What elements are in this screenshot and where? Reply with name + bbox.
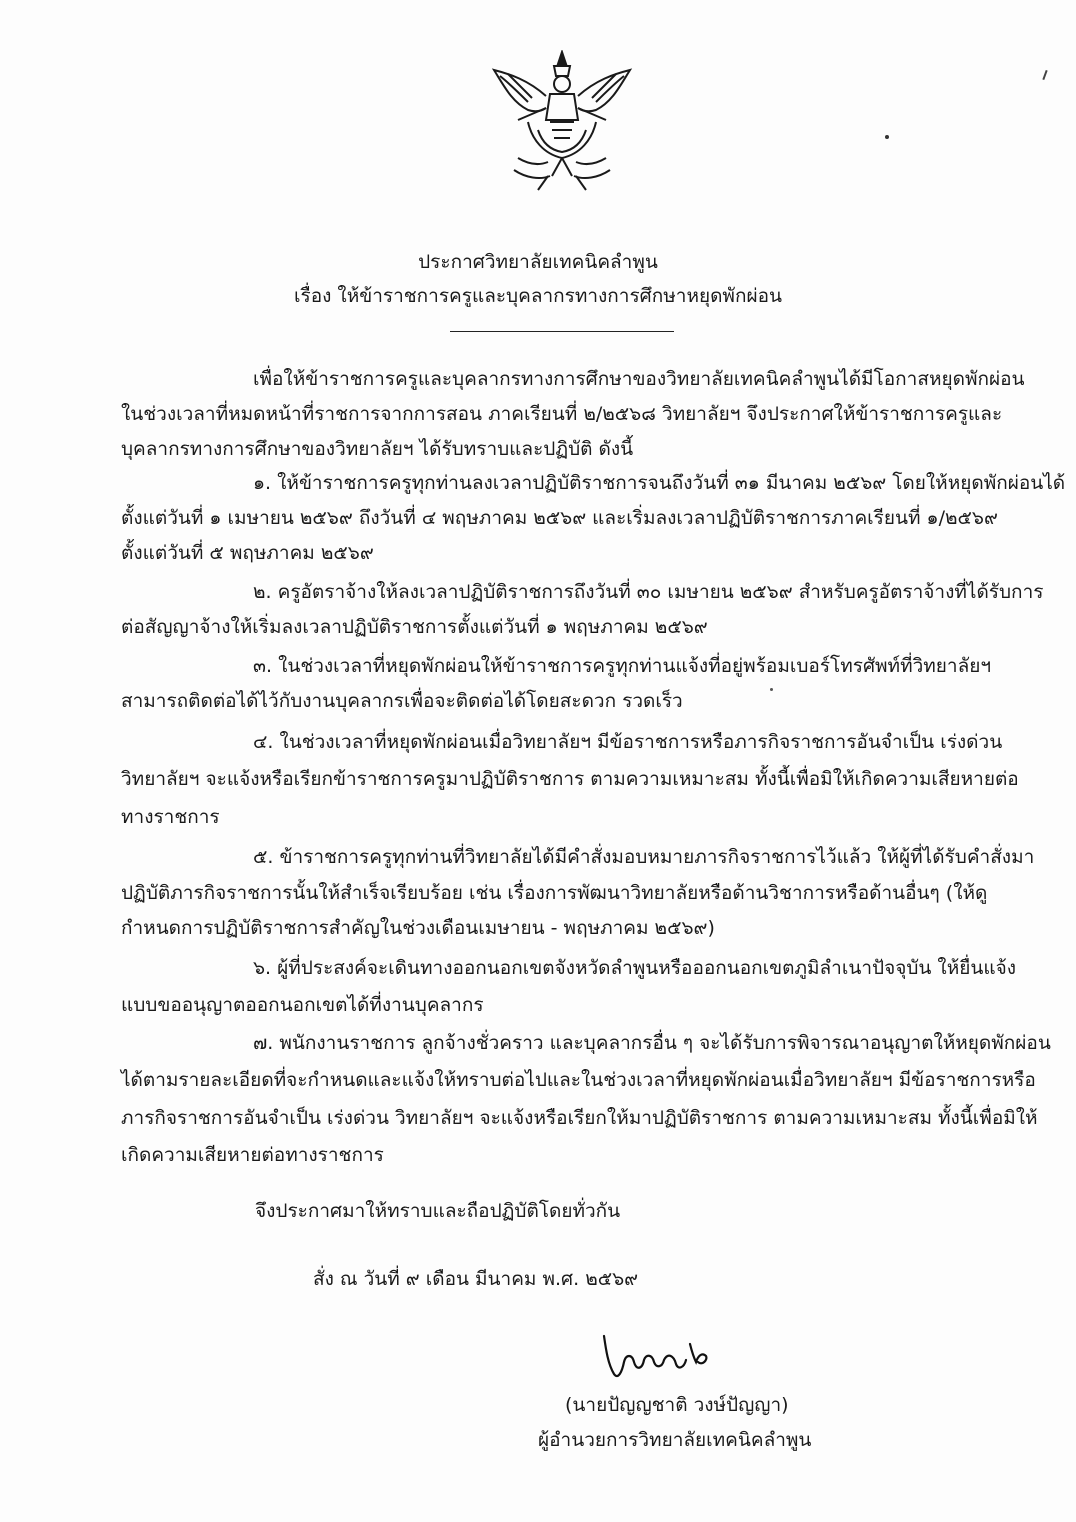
body-line: ตั้งแต่วันที่ ๑ เมษายน ๒๕๖๙ ถึงวันที่ ๔ พฤษภาคม ๒๕๖๙ และเริ่มลงเวลาปฏิบัติราชการภาคเรียนที่ ๑/๒๕๖๙ — [121, 507, 998, 529]
closing-statement: จึงประกาศมาให้ทราบและถือปฏิบัติโดยทั่วกัน — [255, 1200, 621, 1222]
scan-speck — [1042, 70, 1047, 80]
body-line: แบบขออนุญาตออกนอกเขตได้ที่งานบุคลากร — [121, 994, 484, 1016]
body-line: ๔. ในช่วงเวลาที่หยุดพักผ่อนเมื่อวิทยาลัยฯ มีข้อราชการหรือภารกิจราชการอันจำเป็น เร่งด่วน — [253, 731, 1003, 753]
body-line: เกิดความเสียหายต่อทางราชการ — [121, 1144, 384, 1166]
body-line: วิทยาลัยฯ จะแจ้งหรือเรียกข้าราชการครูมาปฏิบัติราชการ ตามความเหมาะสม ทั้งนี้เพื่อมิให้เกิดความเสียหายต่อ — [121, 768, 1019, 790]
body-line: สามารถติดต่อได้ไว้กับงานบุคลากรเพื่อจะติดต่อได้โดยสะดวก รวดเร็ว — [121, 690, 683, 712]
signer-position: ผู้อำนวยการวิทยาลัยเทคนิคลำพูน — [538, 1429, 812, 1451]
body-line: ๕. ข้าราชการครูทุกท่านที่วิทยาลัยได้มีคำสั่งมอบหมายภารกิจราชการไว้แล้ว ให้ผู้ที่ได้รับคำสั่งมา — [253, 846, 1035, 868]
title-divider — [450, 331, 674, 332]
body-line: ปฏิบัติภารกิจราชการนั้นให้สำเร็จเรียบร้อย เช่น เรื่องการพัฒนาวิทยาลัยหรือด้านวิชาการหรือด้านอื่นๆ (ให้ดู — [121, 882, 988, 904]
body-line: ๑. ให้ข้าราชการครูทุกท่านลงเวลาปฏิบัติราชการจนถึงวันที่ ๓๑ มีนาคม ๒๕๖๙ โดยให้หยุดพักผ่อนได้ — [253, 472, 1066, 494]
announcement-title: ประกาศวิทยาลัยเทคนิคลำพูน — [418, 251, 658, 273]
order-date: สั่ง ณ วันที่ ๙ เดือน มีนาคม พ.ศ. ๒๕๖๙ — [313, 1268, 639, 1290]
signer-name: (นายปัญญชาติ วงษ์ปัญญา) — [565, 1394, 789, 1416]
body-line: ในช่วงเวลาที่หมดหน้าที่ราชการจากการสอน ภาคเรียนที่ ๒/๒๕๖๘ วิทยาลัยฯ จึงประกาศให้ข้าราชการครูและ — [121, 403, 1003, 425]
body-line: ภารกิจราชการอันจำเป็น เร่งด่วน วิทยาลัยฯ จะแจ้งหรือเรียกให้มาปฏิบัติราชการ ตามความเหมาะสม ทั้งนี้เพื่อมิให้ — [121, 1107, 1038, 1129]
body-line: ได้ตามรายละเอียดที่จะกำหนดและแจ้งให้ทราบต่อไปและในช่วงเวลาที่หยุดพักผ่อนเมื่อวิทยาลัยฯ มีข้อราชการหรือ — [121, 1069, 1036, 1091]
body-line: ๒. ครูอัตราจ้างให้ลงเวลาปฏิบัติราชการถึงวันที่ ๓๐ เมษายน ๒๕๖๙ สำหรับครูอัตราจ้างที่ได้รับการ — [253, 581, 1044, 603]
body-line: ๖. ผู้ที่ประสงค์จะเดินทางออกนอกเขตจังหวัดลำพูนหรือออกนอกเขตภูมิลำเนาปัจจุบัน ให้ยื่นแจ้ง — [253, 957, 1016, 979]
director-signature — [598, 1326, 718, 1382]
body-line: ตั้งแต่วันที่ ๕ พฤษภาคม ๒๕๖๙ — [121, 542, 374, 564]
body-line: เพื่อให้ข้าราชการครูและบุคลากรทางการศึกษาของวิทยาลัยเทคนิคลำพูนได้มีโอกาสหยุดพักผ่อน — [253, 368, 1025, 390]
body-line: ๗. พนักงานราชการ ลูกจ้างชั่วคราว และบุคลากรอื่น ๆ จะได้รับการพิจารณาอนุญาตให้หยุดพักผ่อน — [253, 1032, 1051, 1054]
scan-speck — [885, 135, 889, 139]
body-line: ต่อสัญญาจ้างให้เริ่มลงเวลาปฏิบัติราชการตั้งแต่วันที่ ๑ พฤษภาคม ๒๕๖๙ — [121, 616, 708, 638]
body-line: กำหนดการปฏิบัติราชการสำคัญในช่วงเดือนเมษายน - พฤษภาคม ๒๕๖๙) — [121, 917, 715, 939]
garuda-emblem-icon — [488, 50, 636, 198]
body-line: ทางราชการ — [121, 806, 220, 828]
body-line: บุคลากรทางการศึกษาของวิทยาลัยฯ ได้รับทราบและปฏิบัติ ดังนี้ — [121, 438, 634, 460]
body-line: ๓. ในช่วงเวลาที่หยุดพักผ่อนให้ข้าราชการครูทุกท่านแจ้งที่อยู่พร้อมเบอร์โทรศัพท์ที่วิทยาลัยฯ — [253, 655, 992, 677]
scan-speck — [770, 688, 773, 691]
announcement-subject: เรื่อง ให้ข้าราชการครูและบุคลากรทางการศึกษาหยุดพักผ่อน — [294, 285, 782, 307]
